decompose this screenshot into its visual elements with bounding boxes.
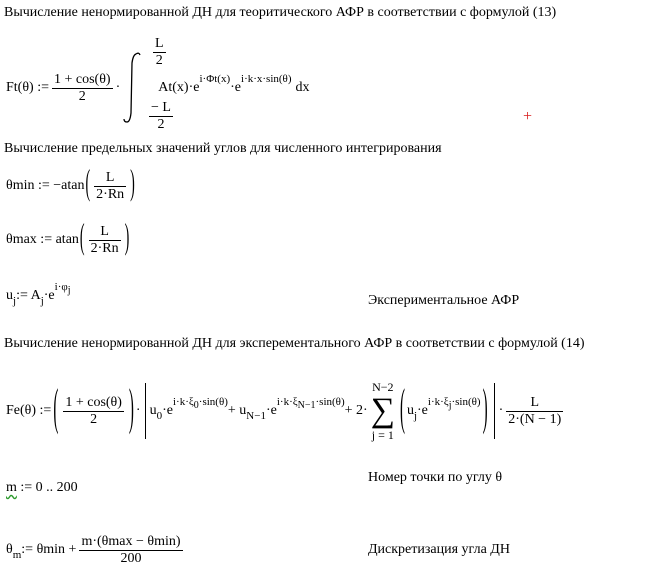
ft-low-num: − L [151,100,171,115]
theta-m-fraction [79,534,182,567]
fe-exp1-tail: ·sin(θ) [198,396,228,408]
fe-lhs: Fe(θ) := [6,403,52,418]
ft-num: 1 + cos(θ) [54,71,111,87]
sigma-icon: ∑ [370,392,395,429]
sum-top: N−2 [372,380,394,394]
uj-exp [54,281,71,296]
theta-m-formula[interactable] [6,530,186,570]
sum-bottom: j = 1 [371,428,394,442]
theta-min-formula[interactable] [6,164,136,208]
right-paren: ) [130,165,135,205]
uj-exp-sub: j [67,285,71,296]
uj-e: ·e [43,288,55,303]
fe-un-sub: N−1 [246,410,266,422]
abs-bar-right [494,383,495,439]
uj-sub2: j [40,295,44,307]
ft-at: At(x)·e [158,80,200,95]
tmax-lhs: θmax := atan [6,232,79,247]
uj-exp-text: i·φ [54,281,68,293]
tmin-den: 2·Rn [96,186,125,202]
fe-norm-fraction [506,395,563,428]
theta-m-sub: m [12,549,22,561]
theta-m-num: m·(θmax − θmin) [81,533,181,549]
fe-e1: ·e [162,403,173,418]
fe-exp2-text: i·k·ξ [276,396,298,408]
abs-bar-left [145,383,146,439]
fe-exp3-sub: j [448,400,452,411]
uj-u: u [6,288,13,303]
tmin-fraction [94,170,126,203]
heading-theoretical: Вычисление ненормированной ДН для теоритического АФР в соответствии с формулой (13) [4,5,557,20]
fe-e3: ·e [417,403,428,418]
uj-sub: j [13,295,17,307]
integral-sign [120,38,146,138]
m-range-formula[interactable] [6,480,78,496]
fe-frac-num: L [530,394,540,410]
ft-dot: · [115,80,121,95]
ft-fraction [52,72,113,105]
fe-exp3-text: i·k·ξ [427,396,449,408]
tmin-num: L [105,169,115,185]
fe-exp3 [427,396,481,411]
fe-uj-sub: j [413,410,417,422]
fe-plus1: + u [227,403,247,418]
uj-eq: := A [16,288,41,303]
ft-lower-limit [149,100,173,133]
left-paren: ( [79,219,85,259]
theta-m-den: 200 [120,550,142,566]
label-discretization: Дискретизация угла ДН [368,542,510,557]
m-variable: m [6,480,17,495]
ft-mid: ·e [230,80,242,95]
fe-e2: ·e [265,403,277,418]
m-range: := 0 .. 200 [16,480,78,495]
fe-formula[interactable] [6,381,566,441]
fe-dot2: · [498,403,504,418]
ft-upper-limit [153,36,166,69]
left-paren: ( [85,165,91,205]
red-crosshair-icon: + [523,108,533,125]
fe-dot: · [135,403,141,418]
fe-frac-den: 2·(N − 1) [508,411,562,427]
left-paren: ( [53,382,59,437]
ft-exp2: i·k·x·sin(θ) [241,73,292,85]
fe-exp2-sub: N−1 [297,400,316,411]
ft-den: 2 [78,88,86,104]
ft-up-den: 2 [155,53,163,68]
ft-dx: dx [295,80,310,95]
fe-fraction [63,395,124,428]
heading-limits: Вычисление предельных значений углов для численного интегрирования [4,141,442,156]
fe-exp1 [172,396,228,411]
theta-m-eq: := θmin + [21,542,77,557]
fe-den: 2 [90,411,98,427]
fe-plus2: + 2· [344,403,368,418]
tmax-num: L [100,223,109,239]
right-paren: ) [128,382,134,437]
ft-formula[interactable] [6,38,310,138]
ft-lhs: Ft(θ) := [6,80,49,95]
right-paren: ) [124,219,130,259]
fe-num: 1 + cos(θ) [65,394,122,410]
right-paren: ) [482,382,488,437]
integral-icon [122,51,142,125]
left-paren: ( [399,382,405,437]
ft-low-den: 2 [157,117,165,132]
label-point-number: Номер точки по углу θ [368,470,503,485]
fe-uj: u [406,403,414,418]
heading-experimental: Вычисление ненормированной ДН для эксперементального АФР в соответствии с формулой (14) [4,336,585,351]
tmax-den: 2·Rn [90,240,119,256]
fe-exp1-text: i·k·ξ [172,396,194,408]
uj-formula[interactable] [6,279,71,313]
ft-exp1: i·Φt(x) [199,73,231,85]
tmin-lhs: θmin := −atan [6,178,85,193]
ft-up-num: L [155,36,164,51]
theta-max-formula[interactable] [6,218,130,262]
summation [371,380,395,442]
label-experimental: Экспериментальное АФР [368,293,520,308]
fe-exp2-tail: ·sin(θ) [315,396,345,408]
fe-u0: u [149,403,157,418]
tmax-fraction [89,224,121,257]
fe-exp3-tail: ·sin(θ) [451,396,481,408]
fe-exp1-sub: 0 [193,400,199,411]
fe-u0-sub: 0 [156,410,163,422]
fe-exp2 [276,396,345,411]
theta-m-lhs: θ [6,542,13,557]
